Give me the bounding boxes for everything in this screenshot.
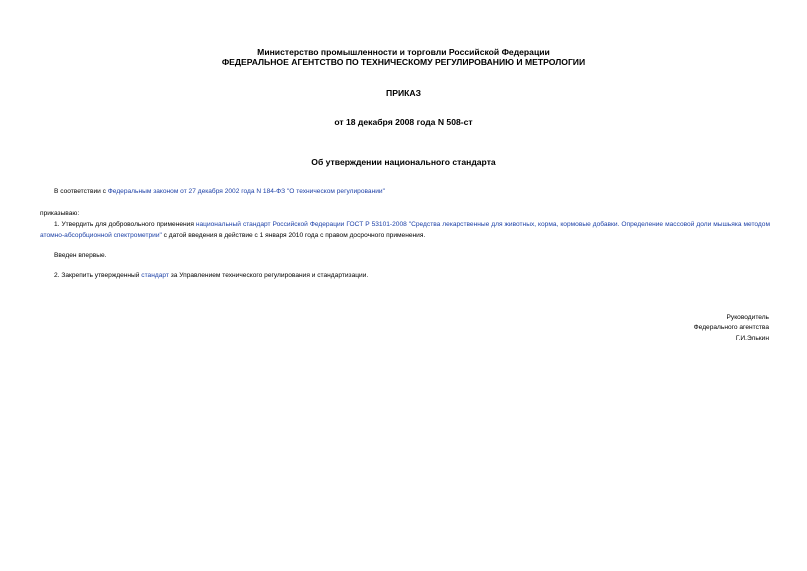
doc-type-heading: ПРИКАЗ xyxy=(386,88,421,98)
item1-prefix: 1. Утвердить для добровольного применения xyxy=(54,221,196,228)
gost-standard-link[interactable]: национальный стандарт Российской Федерации ГОСТ Р 53101-2008 "Средства лекарственные для животных, корма, кормовые добавки. Определение массовой доли мышьяка методом атомно-абсорбционной спектрометрии" xyxy=(40,221,770,239)
item1-suffix: с датой введения в действие с 1 января 2010 года с правом досрочного применения. xyxy=(161,232,426,239)
introduced-note: Введен впервые. xyxy=(54,252,107,259)
signature-role: Руководитель xyxy=(726,314,769,321)
preamble-prefix: В соответствии с xyxy=(54,188,108,195)
item1-paragraph xyxy=(40,219,770,241)
doc-title: Об утверждении национального стандарта xyxy=(311,157,496,167)
item2-suffix: за Управлением технического регулирования и стандартизации. xyxy=(168,272,369,279)
date-number-heading: от 18 декабря 2008 года N 508-ст xyxy=(334,117,473,127)
signature-org: Федерального агентства xyxy=(693,324,769,331)
signature-name: Г.И.Элькин xyxy=(735,335,769,342)
order-word: приказываю: xyxy=(40,210,80,217)
agency-heading: ФЕДЕРАЛЬНОЕ АГЕНТСТВО ПО ТЕХНИЧЕСКОМУ РЕГУЛИРОВАНИЮ И МЕТРОЛОГИИ xyxy=(221,57,586,67)
item2-paragraph xyxy=(54,270,368,281)
federal-law-link[interactable]: Федеральным законом от 27 декабря 2002 года N 184-ФЗ "О техническом регулировании" xyxy=(107,188,385,195)
ministry-heading: Министерство промышленности и торговли Российской Федерации xyxy=(257,47,550,57)
item2-prefix: 2. Закрепить утвержденный xyxy=(54,272,142,279)
standard-link[interactable]: стандарт xyxy=(141,272,169,279)
preamble-paragraph xyxy=(54,186,385,197)
